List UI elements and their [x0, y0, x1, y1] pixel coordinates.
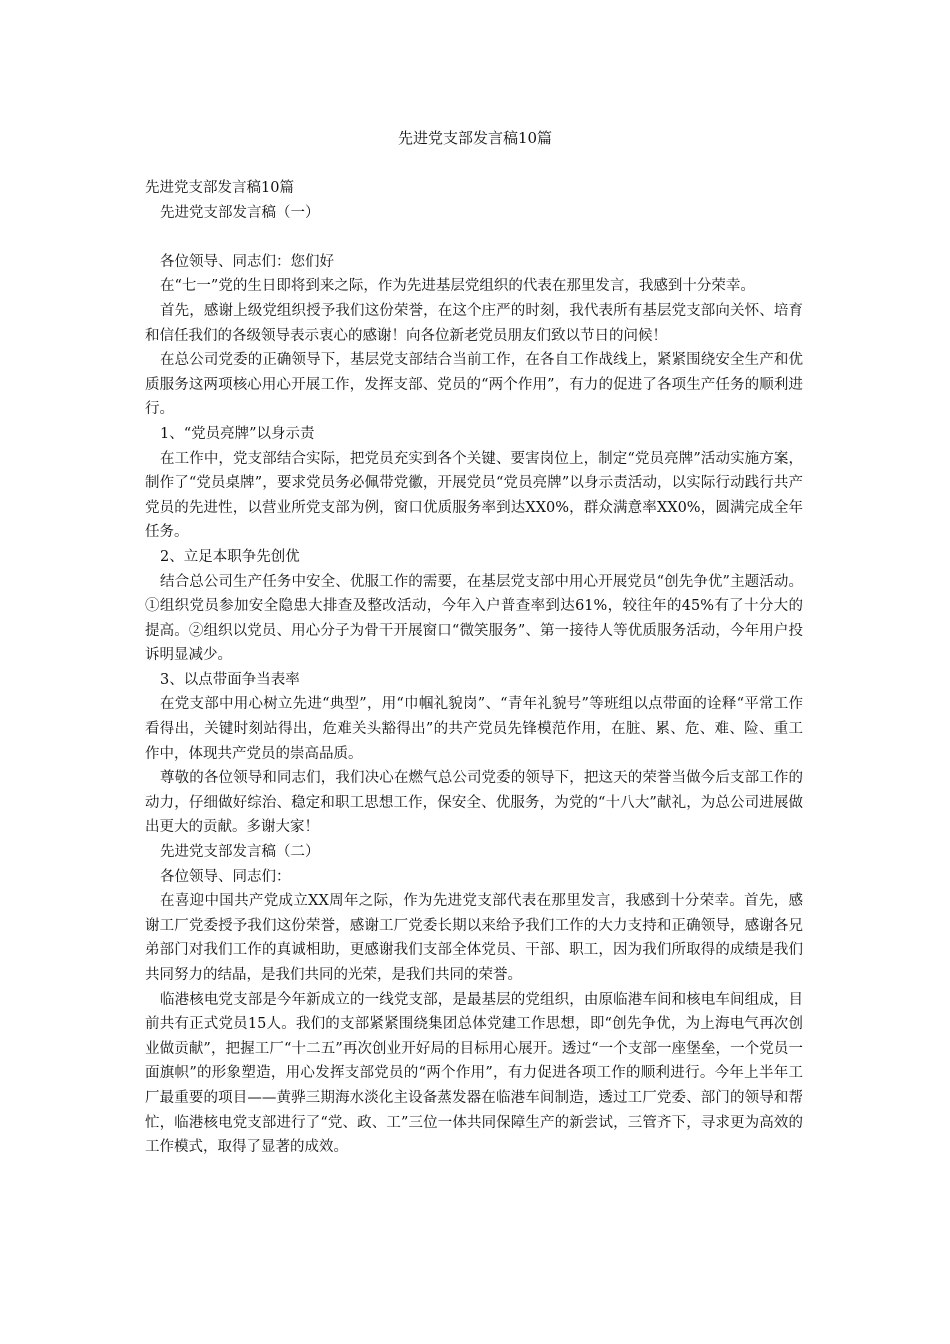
- paragraph: 在“七一”党的生日即将到来之际，作为先进基层党组织的代表在那里发言，我感到十分荣幸。: [160, 278, 755, 295]
- greeting: 各位领导、同志们：: [160, 868, 291, 885]
- paragraph: 首先，感谢上级党组织授予我们这份荣誉，在这个庄严的时刻，我代表所有基层党支部向关怀、培育和信任我们的各级领导表示衷心的感谢！向各位新老党员朋友们致以节日的问候！: [145, 302, 803, 344]
- paragraph: 尊敬的各位领导和同志们，我们决心在燃气总公司党委的领导下，把这天的荣誉当做今后支部工作的动力，仔细做好综治、稳定和职工思想工作，保安全、优服务，为党的“十八大”献礼，为总公司进展做出更大的贡献。多谢大家！: [145, 770, 803, 836]
- paragraph: 结合总公司生产任务中安全、优服工作的需要，在基层党支部中用心开展党员“创先争优”主题活动。①组织党员参加安全隐患大排查及整改活动，今年入户普查率到达61%，较往年的45%有了十分大的提高。②组织以党员、用心分子为骨干开展窗口“微笑服务”、第一接待人等优质服务活动，今年用户投诉明显减少。: [145, 573, 803, 664]
- paragraph: 在总公司党委的正确领导下，基层党支部结合当前工作，在各自工作战线上，紧紧围绕安全生产和优质服务这两项核心用心开展工作，发挥支部、党员的“两个作用”，有力的促进了各项生产任务的顺利进行。: [145, 352, 803, 418]
- section-one-title: 先进党支部发言稿（一）: [160, 204, 320, 221]
- paragraph: 在党支部中用心树立先进“典型”，用“巾帼礼貌岗”、“青年礼貌号”等班组以点带面的诠释“平常工作看得出，关键时刻站得出，危难关头豁得出”的共产党员先锋模范作用，在脏、累、危、难、险、重工作中，体现共产党员的崇高品质。: [145, 696, 803, 762]
- section-two-title: 先进党支部发言稿（二）: [160, 844, 320, 861]
- paragraph: 在工作中，党支部结合实际，把党员充实到各个关键、要害岗位上，制定“党员亮牌”活动实施方案，制作了“党员桌牌”，要求党员务必佩带党徽，开展党员“党员亮牌”以身示责活动，以实际行动践行共产党员的先进性，以营业所党支部为例，窗口优质服务率到达XX0%，群众满意率XX0%，圆满完成全年任务。: [145, 450, 803, 541]
- paragraph: 临港核电党支部是今年新成立的一线党支部，是最基层的党组织，由原临港车间和核电车间组成，目前共有正式党员15人。我们的支部紧紧围绕集团总体党建工作思想，即“创先争优，为上海电气再次创业做贡献”，把握工厂“十二五”再次创业开好局的目标用心展开。透过“一个支部一座堡垒，一个党员一面旗帜”的形象塑造，用心发挥支部党员的“两个作用”，有力促进各项工作的顺利进行。今年上半年工厂最重要的项目——黄骅三期海水淡化主设备蒸发器在临港车间制造，透过工厂党委、部门的领导和帮忙，临港核电党支部进行了“党、政、工”三位一体共同保障生产的新尝试，三管齐下，寻求更为高效的工作模式，取得了显著的成效。: [145, 991, 803, 1156]
- document-heading: 先进党支部发言稿10篇: [145, 180, 294, 196]
- paragraph: 在喜迎中国共产党成立XX周年之际，作为先进党支部代表在那里发言，我感到十分荣幸。首先，感谢工厂党委授予我们这份荣誉，感谢工厂党委长期以来给予我们工作的大力支持和正确领导，感谢各兄弟部门对我们工作的真诚相助，更感谢我们支部全体党员、干部、职工，因为我们所取得的成绩是我们共同努力的结晶，是我们共同的光荣，是我们共同的荣誉。: [145, 893, 803, 983]
- spacer: [145, 225, 803, 250]
- subheading: 2、立足本职争先创优: [160, 548, 300, 565]
- document-title: 先进党支部发言稿10篇: [397, 129, 553, 147]
- subheading: 3、以点带面争当表率: [160, 671, 300, 688]
- document-body: [145, 176, 803, 1160]
- subheading: 1、“党员亮牌”以身示责: [160, 425, 315, 442]
- greeting: 各位领导、同志们：您们好: [160, 253, 334, 270]
